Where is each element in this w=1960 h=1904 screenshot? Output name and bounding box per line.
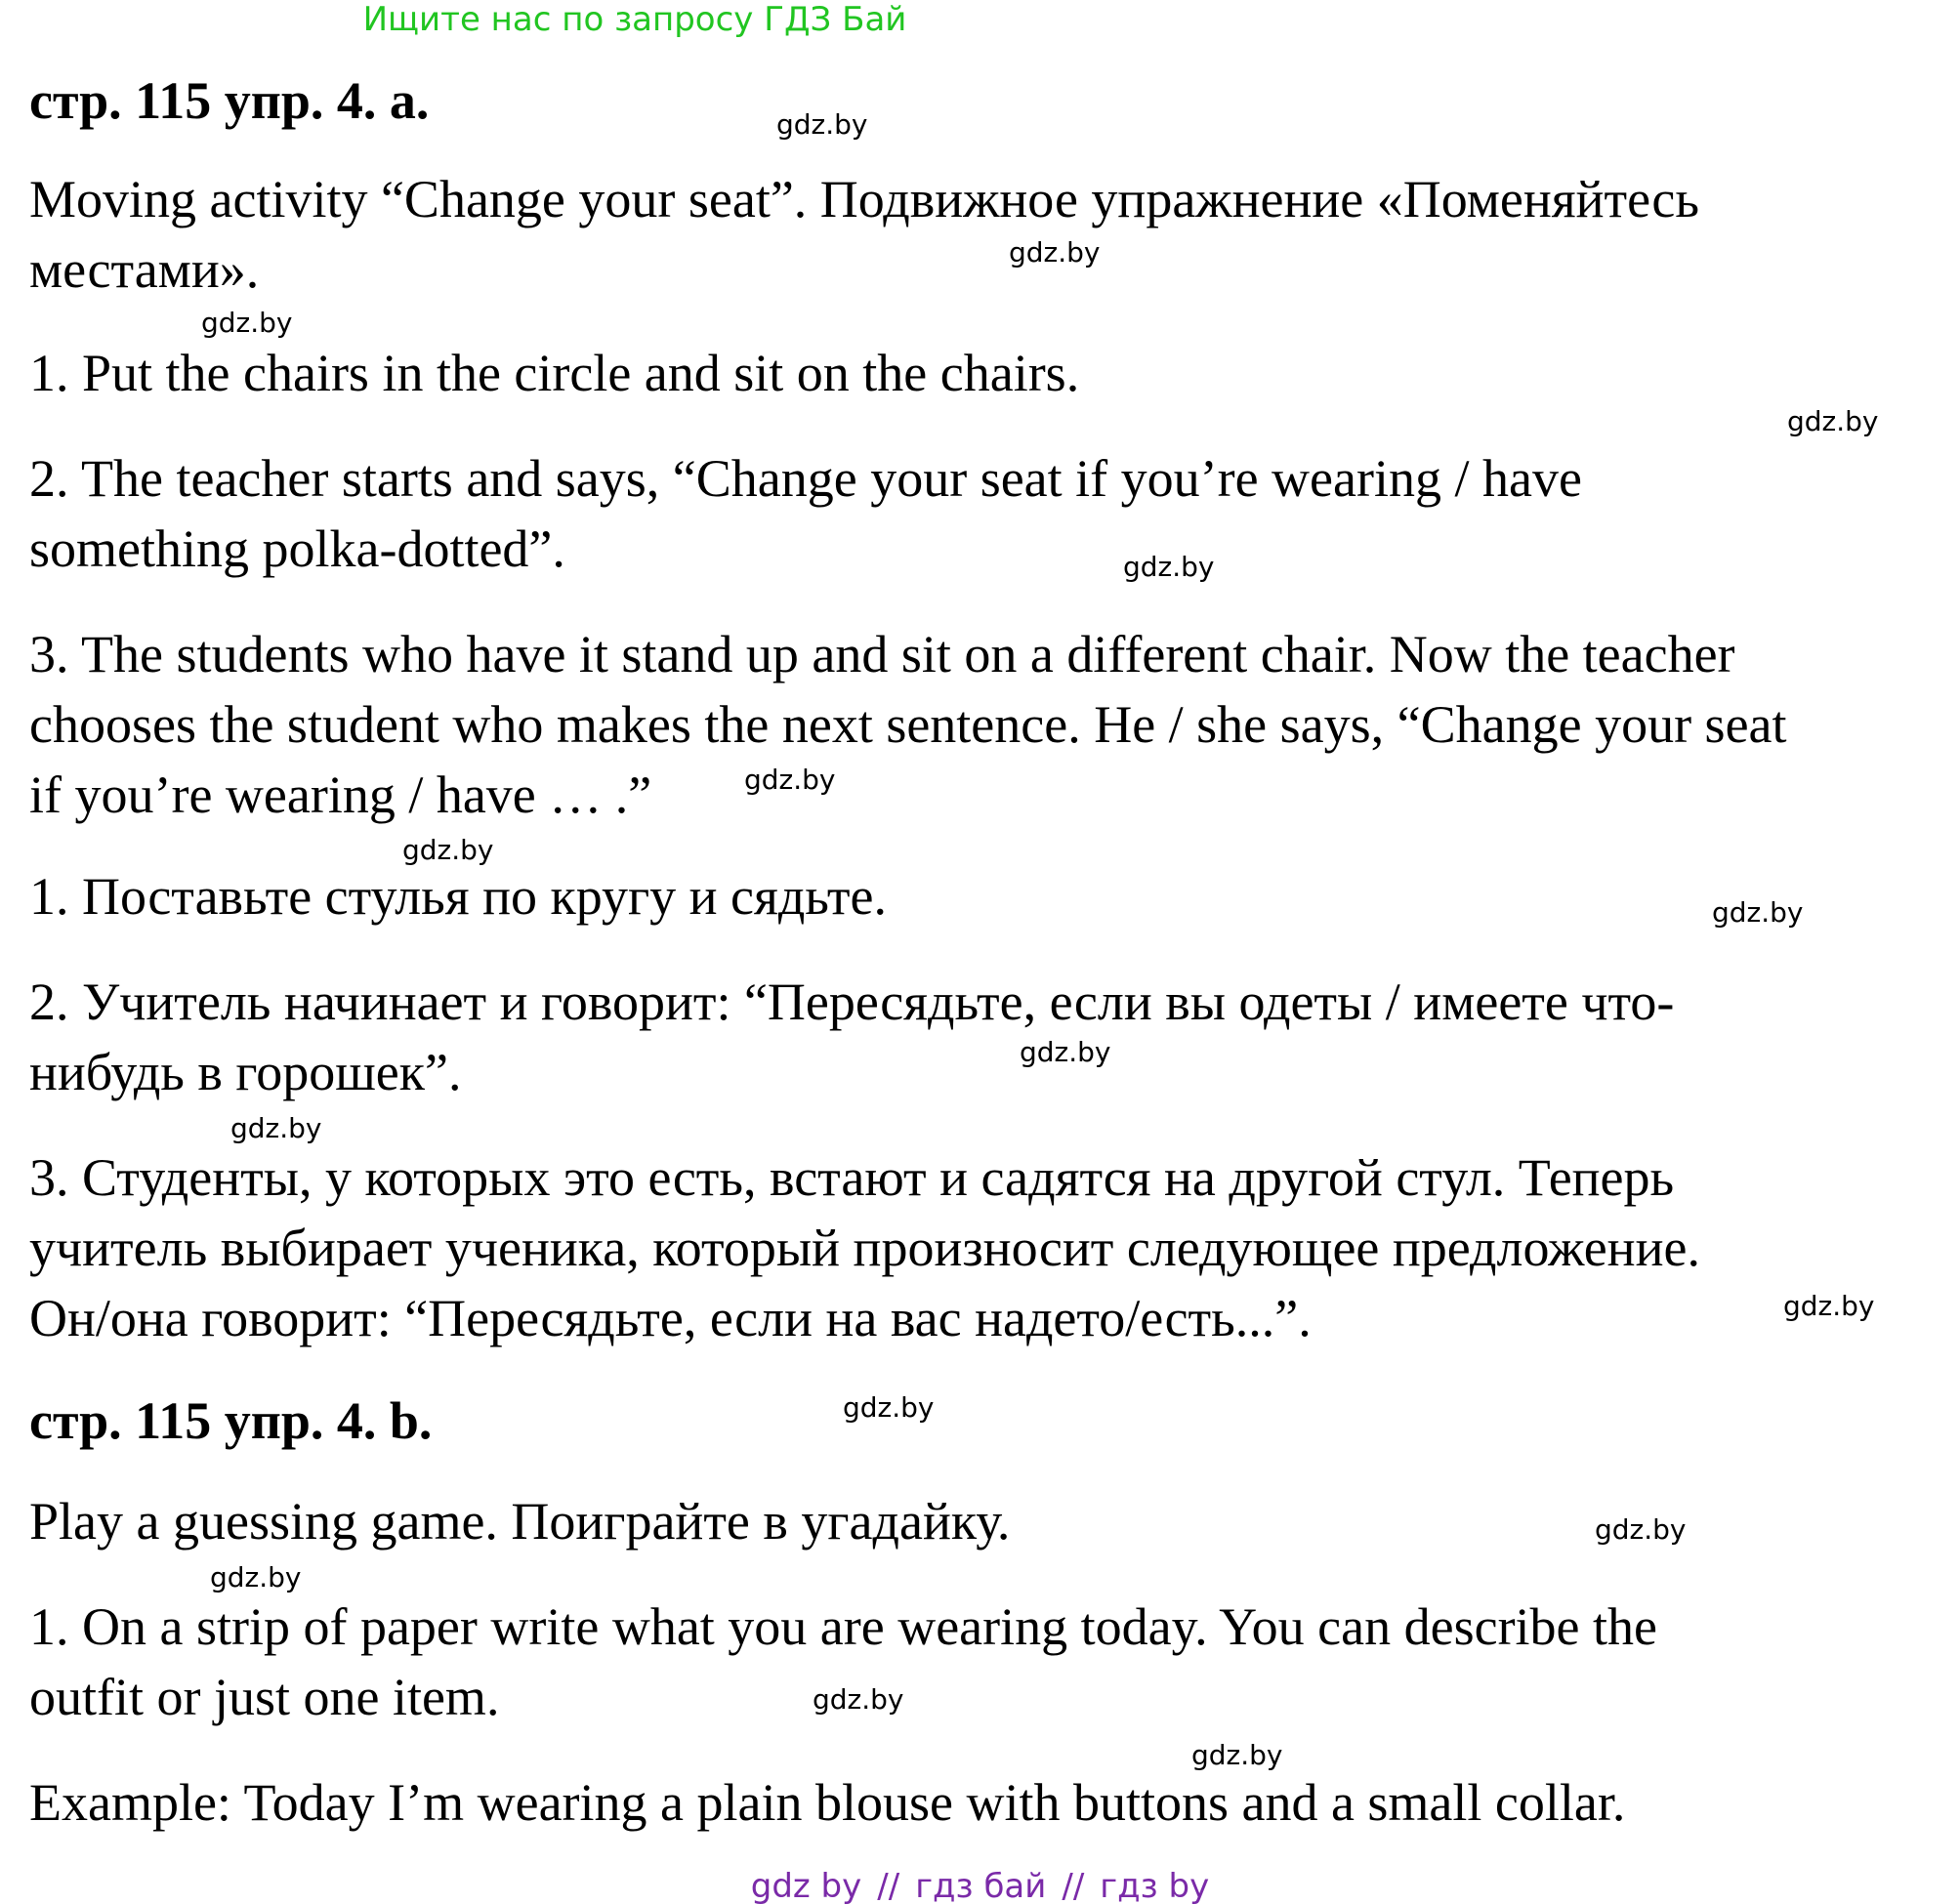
b-example — [29, 1767, 1943, 1838]
text-line: Moving activity “Change your seat”. Подвижное упражнение «Поменяйтесь — [29, 170, 1699, 228]
footer-separator: // — [1062, 1867, 1085, 1904]
watermark: gdz.by — [1020, 1036, 1111, 1068]
watermark: gdz.by — [1787, 405, 1879, 437]
footer-link[interactable]: gdz by — [750, 1867, 862, 1904]
section-a-heading: стр. 115 упр. 4. a. — [29, 71, 430, 130]
section-b-heading: стр. 115 упр. 4. b. — [29, 1391, 433, 1450]
footer-link[interactable]: гдз бай — [915, 1867, 1047, 1904]
search-banner: Ищите нас по запросу ГДЗ Бай — [362, 0, 907, 39]
text-line: учитель выбирает ученика, который произносит следующее предложение. — [29, 1219, 1700, 1277]
text-line: местами». — [29, 240, 260, 299]
watermark: gdz.by — [813, 1683, 904, 1716]
watermark: gdz.by — [776, 108, 868, 141]
watermark: gdz.by — [230, 1112, 322, 1144]
text-line: нибудь в горошек”. — [29, 1043, 462, 1101]
text-line: 1. Put the chairs in the circle and sit on the chairs. — [29, 344, 1080, 402]
watermark: gdz.by — [402, 834, 494, 866]
text-line: 1. Поставьте стулья по кругу и сядьте. — [29, 867, 887, 926]
text-line: outfit or just one item. — [29, 1668, 500, 1726]
en-step-3 — [29, 619, 1943, 830]
ru-step-2 — [29, 967, 1943, 1107]
section-a-intro — [29, 164, 1943, 305]
text-line: 1. On a strip of paper write what you are wearing today. You can describe the — [29, 1597, 1657, 1656]
ru-step-3 — [29, 1142, 1943, 1353]
text-line: Play a guessing game. Поиграйте в угадайку. — [29, 1492, 1011, 1551]
watermark: gdz.by — [1191, 1739, 1283, 1771]
watermark: gdz.by — [1712, 896, 1804, 929]
watermark: gdz.by — [1009, 236, 1101, 269]
text-line: 3. Студенты, у которых это есть, встают и садятся на другой стул. Теперь — [29, 1148, 1675, 1207]
watermark: gdz.by — [843, 1391, 935, 1424]
watermark: gdz.by — [1595, 1513, 1687, 1546]
watermark: gdz.by — [744, 764, 836, 796]
watermark: gdz.by — [1123, 551, 1215, 583]
watermark: gdz.by — [201, 307, 293, 339]
footer-links — [0, 1867, 1960, 1904]
ru-step-1 — [29, 861, 1943, 931]
en-step-2 — [29, 443, 1943, 584]
text-line: Он/она говорит: “Пересядьте, если на вас надето/есть...”. — [29, 1289, 1312, 1347]
text-line: 2. Учитель начинает и говорит: “Пересядьте, если вы одеты / имеете что- — [29, 973, 1675, 1031]
text-line: something polka-dotted”. — [29, 519, 565, 578]
text-line: 3. The students who have it stand up and sit on a different chair. Now the teacher — [29, 625, 1735, 683]
text-line: Example: Today I’m wearing a plain blouse with buttons and a small collar. — [29, 1773, 1626, 1832]
footer-link[interactable]: гдз by — [1100, 1867, 1210, 1904]
text-line: if you’re wearing / have … .” — [29, 766, 652, 824]
en-step-1 — [29, 338, 1943, 408]
watermark: gdz.by — [210, 1561, 302, 1594]
text-line: 2. The teacher starts and says, “Change your seat if you’re wearing / have — [29, 449, 1582, 508]
footer-separator: // — [877, 1867, 900, 1904]
b-step-1 — [29, 1592, 1943, 1732]
watermark: gdz.by — [1783, 1290, 1875, 1322]
text-line: chooses the student who makes the next sentence. He / she says, “Change your seat — [29, 695, 1787, 754]
